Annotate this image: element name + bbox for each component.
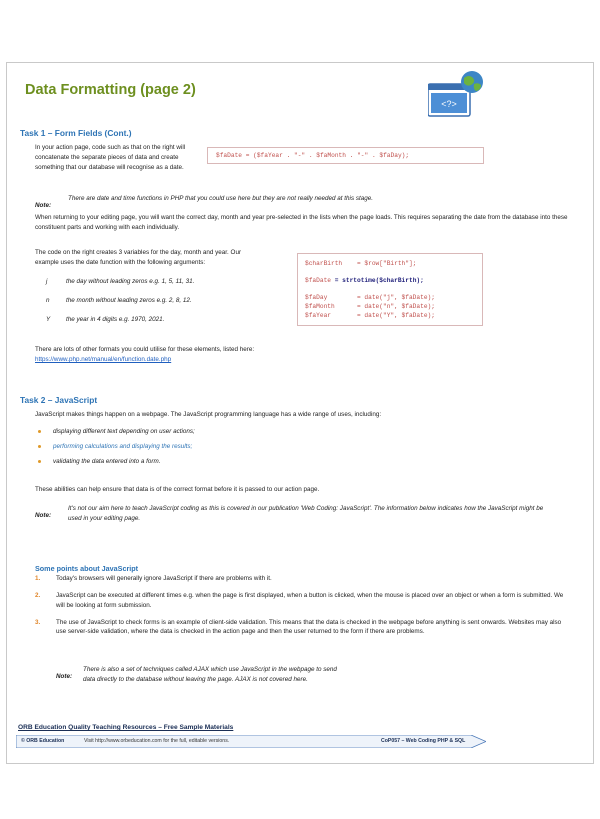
footer-visit: Visit http://www.orbeducation.com for the full, editable versions. bbox=[84, 738, 230, 744]
task2-note bbox=[35, 504, 565, 522]
logo-label: <?> bbox=[441, 99, 457, 109]
bullet-icon bbox=[38, 430, 41, 433]
code-line: $charBirth = $row["Birth"]; bbox=[305, 260, 417, 267]
sub-heading: Some points about JavaScript bbox=[35, 564, 139, 573]
bullet-icon bbox=[38, 445, 41, 448]
note-label: Note: bbox=[35, 202, 52, 209]
task2-intro: JavaScript makes things happen on a webpage. The JavaScript programming language has a wide range of uses, including: bbox=[35, 411, 382, 418]
bullet-list bbox=[38, 427, 438, 472]
note-text: There are date and time functions in PHP that you could use here but they are not really needed at this stage. bbox=[68, 195, 374, 202]
task1-para2: When returning to your editing page, you will want the correct day, month and year pre-selected in the lists when the page loads. This requires separating the date from the database into these constituent parts and working with each individually. bbox=[35, 214, 568, 231]
code-line: $faYear = date("Y", $faDate); bbox=[305, 312, 435, 319]
task1-heading: Task 1 – Form Fields (Cont.) bbox=[20, 128, 132, 138]
task2-para: These abilities can help ensure that data is of the correct format before it is passed to our action page. bbox=[35, 486, 320, 493]
arg-item: j the day without leading zeros e.g. 1, 5, 11, 31. bbox=[46, 278, 195, 285]
code-line: $faDate = ($faYear . "-" . $faMonth . "-" . $faDay); bbox=[216, 152, 410, 159]
code-line: $faDate = strtotime($charBirth); bbox=[305, 277, 424, 284]
task1-para4: There are lots of other formats you could utilise for these elements, listed here: bbox=[35, 346, 255, 353]
code-box-2 bbox=[297, 253, 483, 326]
note-text: It's not our aim here to teach JavaScript coding as this is covered in our publication 'Web Coding: JavaScript'. The information below indicates how the JavaScript might be used in your editing page. bbox=[68, 505, 544, 522]
note-label: Note: bbox=[56, 673, 73, 680]
note-label: Note: bbox=[35, 512, 52, 519]
php-date-link[interactable]: https://www.php.net/manual/en/function.date.php bbox=[35, 356, 172, 363]
args-list bbox=[46, 277, 276, 334]
page-title: Data Formatting (page 2) bbox=[25, 82, 196, 98]
task2-note2 bbox=[56, 665, 336, 683]
code-line: $faMonth = date("n", $faDate); bbox=[305, 303, 435, 310]
list-item: displaying different text depending on user actions; bbox=[38, 427, 438, 442]
task1-para1: In your action page, code such as that on the right will concatenate the separate pieces of data and create something that our database will recognise as a date. bbox=[35, 144, 186, 171]
task1-para3: The code on the right creates 3 variables for the day, month and year. Our example uses the date function with the following arguments: bbox=[35, 249, 242, 266]
note-text: There is also a set of techniques called AJAX which use JavaScript in the webpage to send data directly to the database without leaving the page. AJAX is not covered here. bbox=[83, 666, 337, 683]
arg-item: n the month without leading zeros e.g. 2, 8, 12. bbox=[46, 297, 192, 304]
list-item: validating the data entered into a form. bbox=[38, 457, 438, 472]
footer-copyright: © ORB Education bbox=[21, 738, 65, 744]
list-item: performing calculations and displaying the results; bbox=[38, 442, 438, 457]
list-item: 3. The use of JavaScript to check forms is an example of client-side validation. This means that the data is checked in the webpage before anything is sent onwards. Websites may also use server-side validation, where the data is checked in the action page and then the user returned to the form if there are problems. bbox=[35, 618, 562, 636]
points-list bbox=[35, 574, 570, 637]
code-line: $faDay = date("j", $faDate); bbox=[305, 294, 435, 301]
footer-code: CoP057 – Web Coding PHP & SQL bbox=[381, 738, 466, 744]
arg-item: Y the year in 4 digits e.g. 1970, 2021. bbox=[46, 316, 165, 323]
footer-title: ORB Education Quality Teaching Resources – Free Sample Materials bbox=[18, 724, 234, 731]
list-item: 2. JavaScript can be executed at different times e.g. when the page is first displayed, when a button is clicked, when the mouse is placed over an object or when a form is submitted. We will be looking at form submission. bbox=[35, 592, 564, 609]
task2-heading: Task 2 – JavaScript bbox=[20, 395, 98, 405]
list-item: 1. Today's browsers will generally ignore JavaScript if there are problems with it. bbox=[35, 575, 272, 582]
task1-note bbox=[35, 194, 565, 212]
bullet-icon bbox=[38, 460, 41, 463]
code-box-1 bbox=[207, 147, 484, 164]
footer-bar bbox=[16, 735, 486, 748]
code-window-globe-icon bbox=[428, 70, 480, 122]
